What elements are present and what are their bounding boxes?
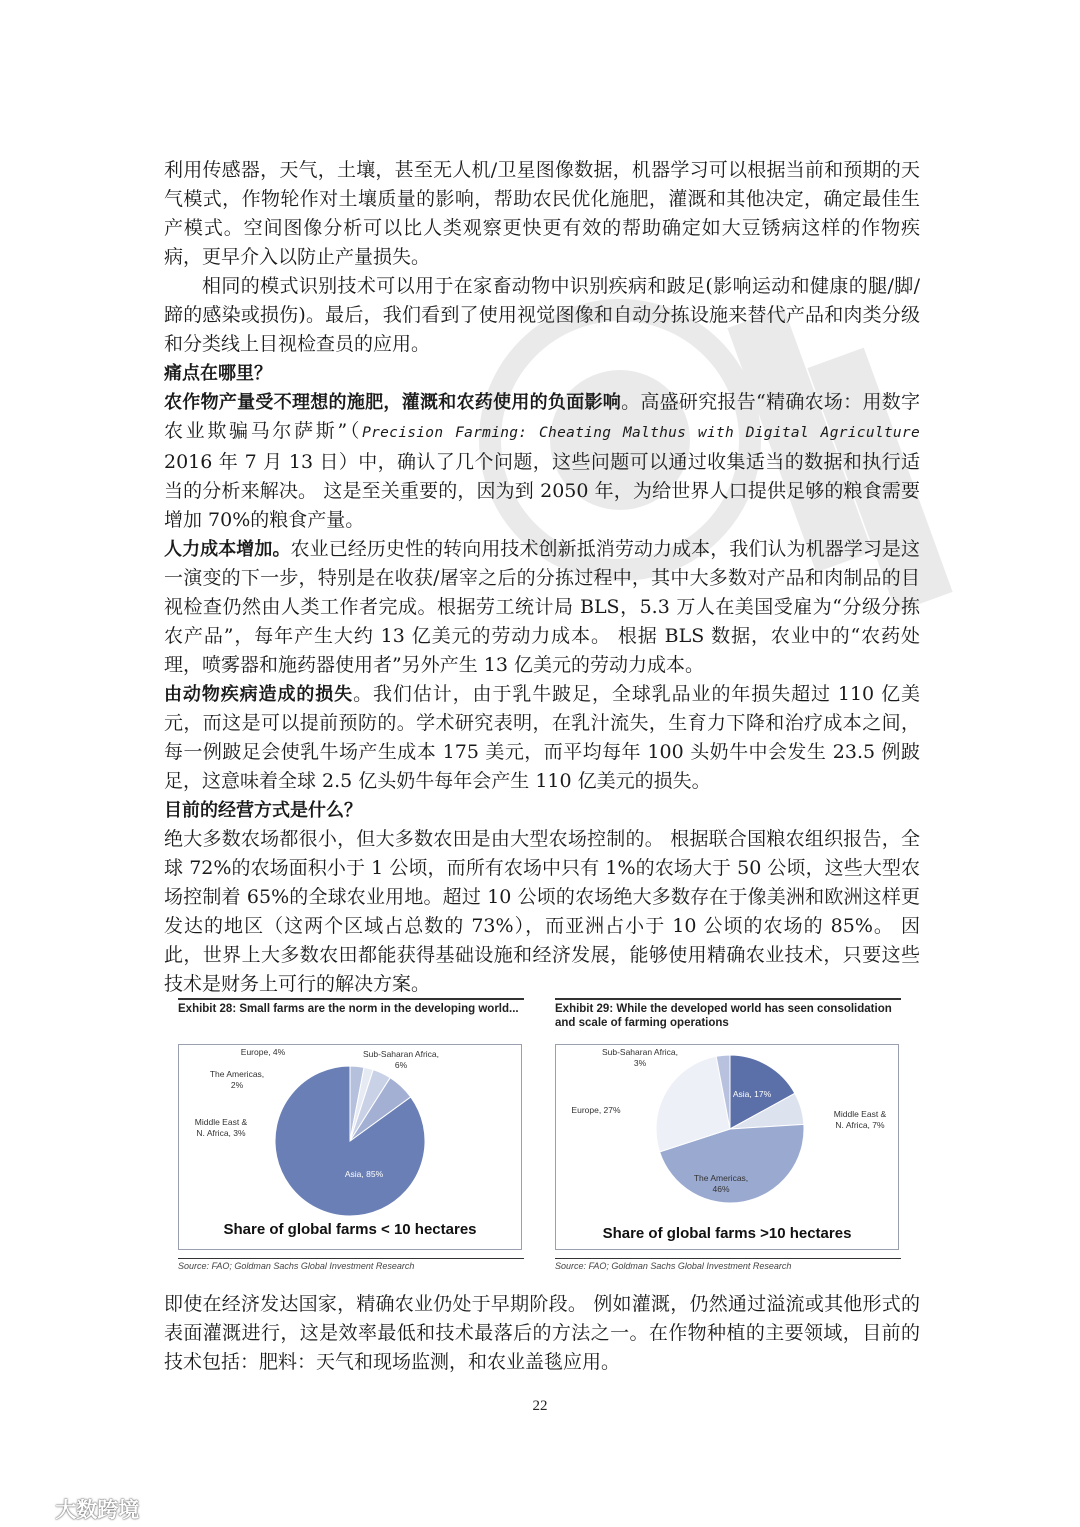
exhibit-28-source: Source: FAO; Goldman Sachs Global Investment Research: [178, 1258, 524, 1271]
heading-pain-points: 痛点在哪里？: [164, 363, 272, 384]
brand-watermark: [8, 1494, 139, 1524]
pie-chart-small-farms: [179, 1045, 521, 1249]
pie-chart-large-farms: [556, 1045, 898, 1249]
paragraph-crop-yield: [164, 388, 920, 535]
paragraph-sensors: 利用传感器，天气，土壤，甚至无人机/卫星图像数据，机器学习可以根据当前和预期的天气模式，作物轮作对土壤质量的影响，帮助农民优化施肥，灌溉和其他决定，确定最佳生产模式。空间图像分析可以比人类观察更快更有效的帮助确定如大豆锈病这样的作物疾病，更早介入以防止产量损失。: [164, 159, 920, 268]
paragraph-animal-disease: [164, 680, 920, 796]
exhibit-29: [555, 998, 901, 1273]
paragraph-farm-sizes: 绝大多数农场都很小，但大多数农田是由大型农场控制的。 根据联合国粮农组织报告，全球 72%的农场面积小于 1 公顷，而所有农场中只有 1%的农场大于 50 公顷，这些大型农场控制着 65%的全球农业用地。超过 10 公顷的农场绝大多数存在于像美洲和欧洲这样更发达的地区（这两个区域占总数的 73%），而亚洲占小于 10 公顷的农场的 85%。 因此，世界上大多数农田都能获得基础设施和经济发展，能够使用精确农业技术，只要这些技术是财务上可行的解决方案。: [164, 828, 920, 995]
exhibit-28-caption: Share of global farms < 10 hectares: [223, 1221, 477, 1238]
text-crop-yield-a: 。高盛研究报告“精确农场：用数字农业欺骗马尔萨斯”（: [164, 391, 921, 442]
pie-label-europe: Europe, 27%: [571, 1105, 621, 1115]
brand-logo-icon: [8, 1500, 48, 1522]
exhibit-29-title: Exhibit 29: While the developed world has seen consolidation and scale of farming operations: [555, 998, 901, 1034]
bold-lead-animal: 由动物疾病造成的损失: [164, 684, 354, 705]
pie-label-sub-saharan-africa: Sub-Saharan Africa, 3%: [601, 1047, 679, 1068]
page-number: 22: [532, 1398, 548, 1414]
exhibit-28: [178, 998, 524, 1273]
pie-label-middle-east-n-africa: Middle East & N. Africa, 7%: [833, 1109, 887, 1130]
brand-name: 大数跨境: [55, 1498, 140, 1522]
exhibit-29-caption: Share of global farms >10 hectares: [602, 1225, 852, 1242]
bold-lead-labor: 人力成本增加。: [164, 539, 291, 560]
pie-label-the-americas: The Americas, 2%: [209, 1069, 265, 1090]
document-body-bottom: [164, 1290, 920, 1377]
exhibit-28-chart-box: [178, 1044, 522, 1250]
document-body: [164, 156, 920, 999]
exhibit-28-title: Exhibit 28: Small farms are the norm in the developing world...: [178, 998, 524, 1034]
text-labor: 农业已经历史性的转向用技术创新抵消劳动力成本，我们认为机器学习是这一演变的下一步，特别是在收获/屠宰之后的分拣过程中，其中大多数对产品和肉制品的目视检查仍然由人类工作者完成。根据劳工统计局 BLS，5.3 万人在美国受雇为“分级分拣农产品”，每年产生大约 13 亿美元的劳动力成本。 根据 BLS 数据，农业中的“农药处理，喷雾器和施药器使用者”另外产生 13 亿美元的劳动力成本。: [164, 538, 920, 676]
paragraph-precision-early: 即使在经济发达国家，精确农业仍处于早期阶段。 例如灌溉，仍然通过溢流或其他形式的表面灌溉进行，这是效率最低和技术最落后的方法之一。在作物种植的主要领域，目前的技术包括：肥料：天气和现场监测，和农业盖毯应用。: [164, 1293, 920, 1373]
paragraph-labor-cost: [164, 535, 920, 680]
pie-label-asia: Asia, 85%: [344, 1169, 384, 1179]
bold-lead-crop-yield: 农作物产量受不理想的施肥，灌溉和农药使用的负面影响: [164, 392, 622, 413]
pie-label-sub-saharan-africa: Sub-Saharan Africa, 6%: [362, 1049, 440, 1070]
pie-label-middle-east-n-africa: Middle East & N. Africa, 3%: [194, 1117, 248, 1138]
pie-label-europe: Europe, 4%: [240, 1047, 286, 1057]
pie-label-the-americas: The Americas, 46%: [693, 1173, 749, 1194]
pie-label-asia: Asia, 17%: [732, 1089, 772, 1099]
paragraph-livestock: 相同的模式识别技术可以用于在家畜动物中识别疾病和跛足(影响运动和健康的腿/脚/蹄的感染或损伤)。最后，我们看到了使用视觉图像和自动分拣设施来替代产品和肉类分级和分类线上目视检查员的应用。: [164, 275, 920, 355]
exhibit-29-chart-box: [555, 1044, 899, 1250]
italic-report-title: Precision Farming: Cheating Malthus with Digital Agriculture: [362, 425, 920, 441]
exhibits-row: [178, 998, 920, 1273]
text-crop-yield-b: 2016 年 7 月 13 日）中，确认了几个问题，这些问题可以通过收集适当的数据和执行适当的分析来解决。 这是至关重要的，因为到 2050 年，为给世界人口提供足够的粮食需要增加 70%的粮食产量。: [164, 451, 920, 531]
text-animal: 。我们估计，由于乳牛跛足，全球乳品业的年损失超过 110 亿美元，而这是可以提前预防的。学术研究表明，在乳汁流失，生育力下降和治疗成本之间，每一例跛足会使乳牛场产生成本 175 美元，而平均每年 100 头奶牛中会发生 23.5 例跛足，这意味着全球 2.5 亿头奶牛每年会产生 110 亿美元的损失。: [164, 683, 920, 792]
heading-current-operations: 目前的经营方式是什么？: [164, 800, 362, 821]
exhibit-29-source: Source: FAO; Goldman Sachs Global Investment Research: [555, 1258, 901, 1271]
